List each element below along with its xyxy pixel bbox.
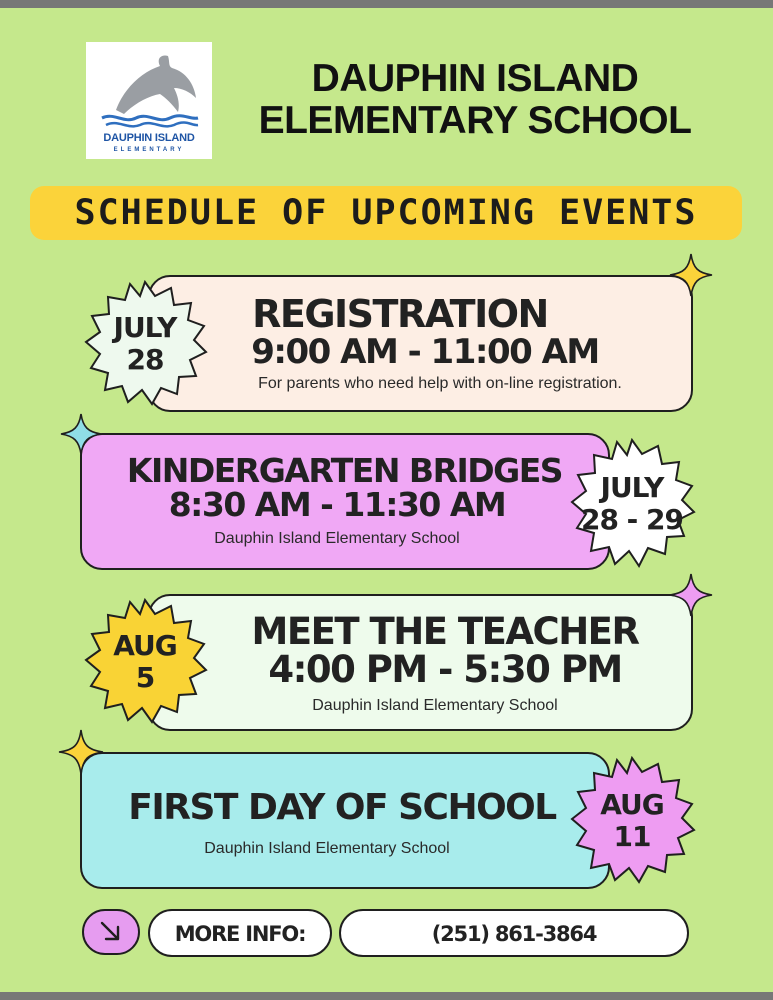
dolphin-icon xyxy=(94,48,204,130)
sparkle-icon xyxy=(57,728,105,776)
date-month: AUG xyxy=(600,788,664,821)
event-title: FIRST DAY OF SCHOOL xyxy=(128,787,556,828)
event-description: For parents who need help with on-line registration. xyxy=(258,375,622,392)
date-day: 28 xyxy=(126,343,164,376)
date-day: 11 xyxy=(613,820,651,853)
sparkle-icon xyxy=(668,572,714,618)
bottom-border xyxy=(0,992,773,1000)
date-month: JULY xyxy=(600,471,664,504)
school-logo xyxy=(86,42,212,159)
date-day: 5 xyxy=(135,661,155,694)
sparkle-icon xyxy=(668,252,714,298)
school-title-line2: ELEMENTARY SCHOOL xyxy=(258,99,692,142)
logo-subtitle: ELEMENTARY xyxy=(113,147,185,153)
event-description: Dauphin Island Elementary School xyxy=(204,840,450,857)
more-info-label: MORE INFO: xyxy=(148,909,332,957)
event-title: MEET THE TEACHER xyxy=(251,610,639,653)
event-time: 4:00 PM - 5:30 PM xyxy=(268,648,622,691)
school-title-line1: DAUPHIN ISLAND xyxy=(311,57,639,100)
date-badge xyxy=(566,756,698,886)
date-badge xyxy=(80,598,210,726)
school-title xyxy=(240,58,710,142)
arrow-button[interactable] xyxy=(82,909,140,955)
arrow-down-right-icon xyxy=(84,911,138,953)
date-day: 28 - 29 xyxy=(580,503,684,536)
event-title: REGISTRATION xyxy=(252,292,548,336)
date-month: JULY xyxy=(113,311,177,344)
phone-number-link[interactable]: (251) 861-3864 xyxy=(339,909,689,957)
event-description: Dauphin Island Elementary School xyxy=(312,697,558,714)
event-time: 9:00 AM - 11:00 AM xyxy=(251,332,599,372)
date-badge xyxy=(80,280,210,408)
event-card-registration xyxy=(148,275,693,412)
event-time: 8:30 AM - 11:30 AM xyxy=(168,485,506,524)
top-border xyxy=(0,0,773,8)
event-description: Dauphin Island Elementary School xyxy=(214,530,460,547)
event-card-first-day-of-school xyxy=(80,752,610,889)
event-card-meet-the-teacher xyxy=(148,594,693,731)
schedule-banner: SCHEDULE OF UPCOMING EVENTS xyxy=(30,186,742,240)
sparkle-icon xyxy=(59,412,103,456)
date-badge xyxy=(566,438,698,570)
event-card-kindergarten-bridges xyxy=(80,433,610,570)
logo-name: DAUPHIN ISLAND xyxy=(103,132,195,144)
event-title: KINDERGARTEN BRIDGES xyxy=(126,451,563,490)
date-month: AUG xyxy=(113,629,177,662)
